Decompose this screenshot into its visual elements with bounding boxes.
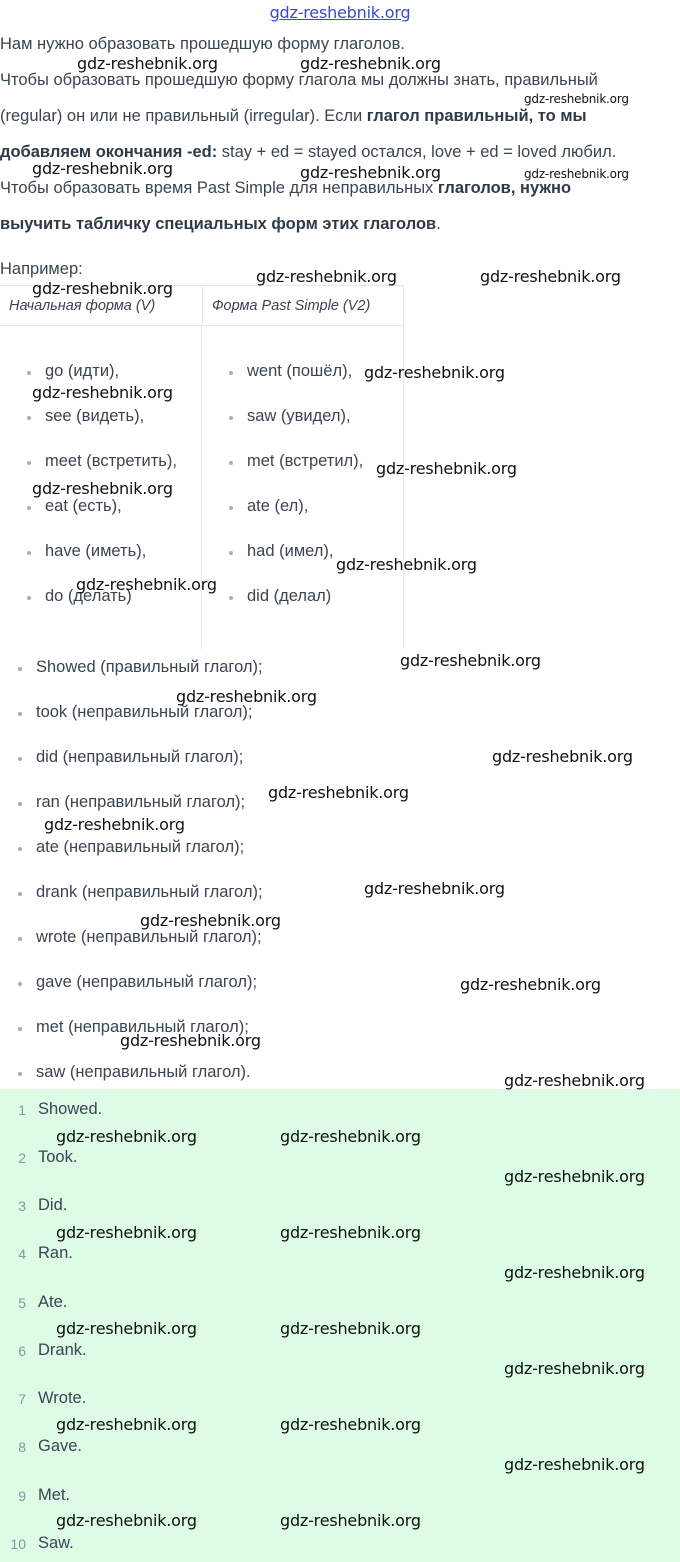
explanation-item: Showed (правильный глагол); [36,658,263,676]
intro-line-2: Чтобы образовать прошедшую форму глагола мы должны знать, правильный [0,71,598,89]
answer-text: Ate. [38,1293,68,1311]
intro-line-3-plain: (regular) он или не правильный (irregular). Если [0,107,367,125]
table-cell-v2: saw (увидел), [247,407,351,425]
watermark-text: gdz-reshebnik.org [376,459,517,478]
watermark-text: gdz-reshebnik.org [280,1415,421,1434]
intro-line-5-bold: глаголов, нужно [437,179,572,197]
answer-number: 7 [18,1391,26,1407]
watermark-text: gdz-reshebnik.org [280,1223,421,1242]
answer-text: Showed. [38,1100,103,1118]
intro-line-4-plain: stay + ed = stayed остался, love + ed = loved любил. [217,143,617,161]
table-header-initial-form: Начальная форма (V) [0,285,202,326]
table-header-past-simple: Форма Past Simple (V2) [202,285,404,326]
watermark-text: gdz-reshebnik.org [400,651,541,670]
intro-line-6-plain: . [436,215,441,233]
watermark-text: gdz-reshebnik.org [364,879,505,898]
table-cell-v1: see (видеть), [45,407,145,425]
watermark-text: gdz-reshebnik.org [492,747,633,766]
watermark-text: gdz-reshebnik.org [504,1167,645,1186]
answer-number: 1 [18,1102,26,1118]
intro-line-1: Нам нужно образовать прошедшую форму глаголов. [0,35,405,53]
table-cell-v1: go (идти), [45,362,120,380]
explanation-item: wrote (неправильный глагол); [36,928,262,946]
watermark-text: gdz-reshebnik.org [480,267,621,286]
answer-row [0,1388,680,1412]
table-cell-v2: ate (ел), [247,497,309,515]
watermark-text: gdz-reshebnik.org [300,163,441,182]
answer-text: Took. [38,1148,78,1166]
table-cell-v2: met (встретил), [247,452,364,470]
answer-number: 5 [18,1295,26,1311]
intro-line-6-bold: выучить табличку специальных форм этих глаголов [0,215,437,233]
answer-row [0,1292,680,1316]
watermark-text: gdz-reshebnik.org [56,1223,197,1242]
table-cell-v2: went (пошёл), [247,362,353,380]
watermark-text: gdz-reshebnik.org [460,975,601,994]
watermark-text: gdz-reshebnik.org [32,383,173,402]
table-divider [201,326,202,649]
watermark-text: gdz-reshebnik.org [504,1455,645,1474]
watermark-text: gdz-reshebnik.org [76,575,217,594]
intro-line-3 [0,106,680,126]
answer-row [0,1195,680,1219]
explanation-item: took (неправильный глагол); [36,703,253,721]
watermark-text: gdz-reshebnik.org [256,267,397,286]
explanation-item: drank (неправильный глагол); [36,883,263,901]
answer-number: 3 [18,1198,26,1214]
watermark-text: gdz-reshebnik.org [504,1359,645,1378]
site-header-link[interactable]: gdz-reshebnik.org [269,3,411,22]
watermark-text: gdz-reshebnik.org [504,1071,645,1090]
intro-line-5-plain: Чтобы образовать время Past Simple для неправильных [0,179,438,197]
answer-text: Gave. [38,1437,83,1455]
verb-forms-table [0,285,404,649]
watermark-text: gdz-reshebnik.org [56,1319,197,1338]
watermark-text: gdz-reshebnik.org [280,1319,421,1338]
watermark-text: gdz-reshebnik.org [32,159,173,178]
answer-row [0,1533,680,1557]
explanation-item: did (неправильный глагол); [36,748,244,766]
answer-number: 6 [18,1343,26,1359]
watermark-text: gdz-reshebnik.org [44,815,185,834]
watermark-text: gdz-reshebnik.org [176,687,317,706]
watermark-text: gdz-reshebnik.org [120,1031,261,1050]
watermark-text: gdz-reshebnik.org [280,1511,421,1530]
watermark-text: gdz-reshebnik.org [268,783,409,802]
table-cell-v1: eat (есть), [45,497,122,515]
answer-text: Met. [38,1486,71,1504]
watermark-text: gdz-reshebnik.org [524,167,629,181]
watermark-text: gdz-reshebnik.org [56,1127,197,1146]
table-cell-v1: do (делать) [45,587,132,605]
explanation-item: met (неправильный глагол); [36,1018,249,1036]
answer-text: Ran. [38,1244,73,1262]
answer-text: Drank. [38,1341,87,1359]
answer-number: 4 [18,1246,26,1262]
intro-line-4-bold: добавляем окончания -ed: [0,143,218,161]
answer-text: Saw. [38,1534,74,1552]
answer-text: Wrote. [38,1389,87,1407]
answer-number: 10 [10,1536,26,1552]
answer-number: 2 [18,1150,26,1166]
watermark-text: gdz-reshebnik.org [56,1511,197,1530]
explanation-item: ate (неправильный глагол); [36,838,245,856]
watermark-text: gdz-reshebnik.org [504,1263,645,1282]
answer-number: 9 [18,1488,26,1504]
answer-row [0,1485,680,1509]
explanation-item: saw (неправильный глагол). [36,1063,251,1081]
answer-row [0,1099,680,1123]
watermark-text: gdz-reshebnik.org [140,911,281,930]
table-cell-v1: meet (встретить), [45,452,177,470]
explanation-item: gave (неправильный глагол); [36,973,258,991]
watermark-text: gdz-reshebnik.org [364,363,505,382]
intro-line-6 [0,214,680,234]
answer-number: 8 [18,1439,26,1455]
watermark-text: gdz-reshebnik.org [32,279,173,298]
explanation-item: ran (неправильный глагол); [36,793,246,811]
watermark-text: gdz-reshebnik.org [300,54,441,73]
watermark-text: gdz-reshebnik.org [336,555,477,574]
answer-text: Did. [38,1196,68,1214]
table-cell-v1: have (иметь), [45,542,147,560]
table-cell-v2: did (делал) [247,587,332,605]
watermark-text: gdz-reshebnik.org [56,1415,197,1434]
example-label: Например: [0,260,83,278]
watermark-text: gdz-reshebnik.org [32,479,173,498]
watermark-text: gdz-reshebnik.org [524,92,629,106]
table-cell-v2: had (имел), [247,542,334,560]
watermark-text: gdz-reshebnik.org [280,1127,421,1146]
intro-line-3-bold: глагол правильный, то мы [366,107,587,125]
watermark-text: gdz-reshebnik.org [77,54,218,73]
